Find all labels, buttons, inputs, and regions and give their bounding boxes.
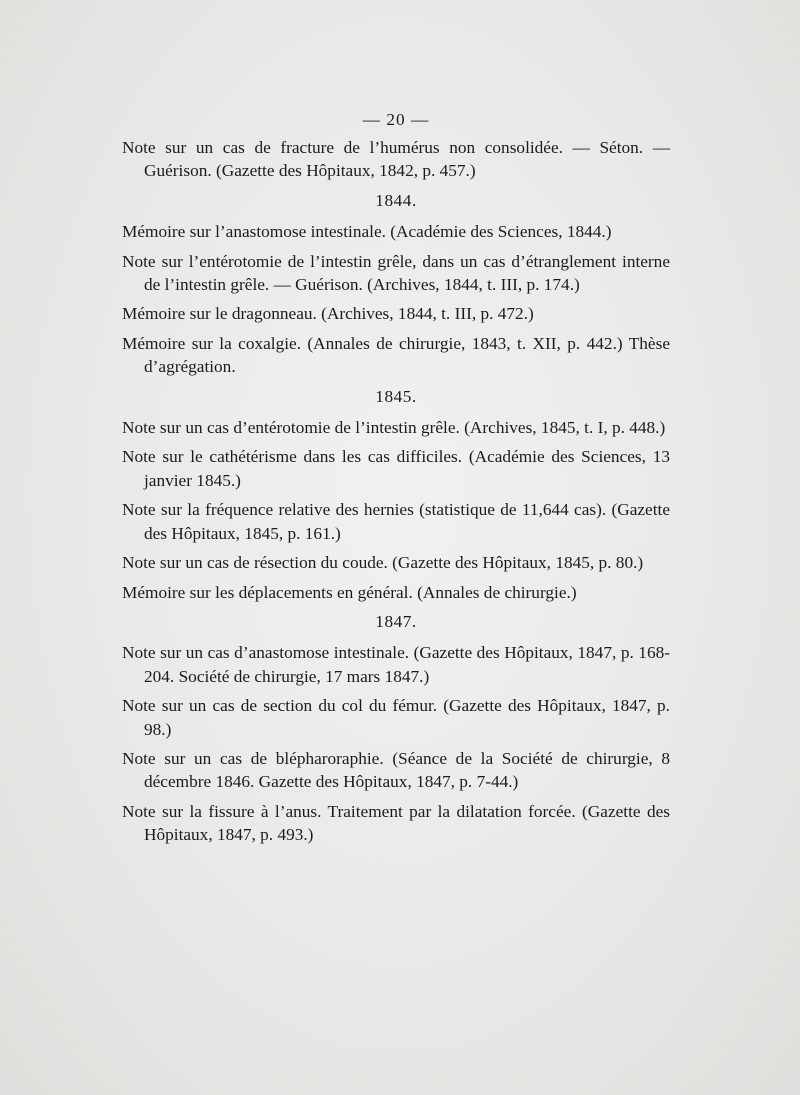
- page-number: — 20 —: [362, 110, 430, 129]
- bibliography-entry: Note sur un cas de section du col du fémur. (Gazette des Hôpitaux, 1847, p. 98.): [122, 696, 670, 739]
- bibliography-entry: Mémoire sur le dragonneau. (Archives, 1844, t. III, p. 472.): [122, 304, 534, 324]
- bibliography-entry: Note sur un cas d’anastomose intestinale. (Gazette des Hôpitaux, 1847, p. 168-204. Société de chirurgie, 17 mars 1847.): [122, 643, 670, 686]
- bibliography-entry: Note sur le cathétérisme dans les cas difficiles. (Académie des Sciences, 13 janvier 1845.): [122, 447, 670, 490]
- year-heading: 1844.: [375, 190, 417, 210]
- bibliography-entry: Note sur un cas de résection du coude. (Gazette des Hôpitaux, 1845, p. 80.): [122, 553, 644, 573]
- year-heading: 1845.: [375, 386, 417, 406]
- bibliography-entry: Mémoire sur la coxalgie. (Annales de chirurgie, 1843, t. XII, p. 442.) Thèse d’agrégation.: [122, 333, 670, 377]
- bibliography-entry: Note sur un cas de blépharoraphie. (Séance de la Société de chirurgie, 8 décembre 1846. Gazette des Hôpitaux, 1847, p. 7-44.): [122, 748, 670, 792]
- bibliography-entry: Note sur la fissure à l’anus. Traitement par la dilatation forcée. (Gazette des Hôpitaux, 1847, p. 493.): [122, 801, 670, 845]
- bibliography-entry: Note sur la fréquence relative des hernies (statistique de 11,644 cas). (Gazette des Hôpitaux, 1845, p. 161.): [122, 500, 670, 543]
- page-content: [122, 104, 670, 853]
- bibliography-entry: Note sur un cas d’entérotomie de l’intestin grêle. (Archives, 1845, t. I, p. 448.): [122, 418, 666, 438]
- year-heading: 1847.: [375, 611, 417, 631]
- bibliography-entry: Mémoire sur les déplacements en général. (Annales de chirurgie.): [122, 582, 577, 602]
- bibliography-entry: Note sur l’entérotomie de l’intestin grêle, dans un cas d’étranglement interne de l’intestin grêle. — Guérison. (Archives, 1844, t. III, p. 174.): [122, 251, 670, 295]
- bibliography-entry: Note sur un cas de fracture de l’humérus non consolidée. — Séton. — Guérison. (Gazette des Hôpitaux, 1842, p. 457.): [122, 138, 670, 181]
- bibliography-entry: Mémoire sur l’anastomose intestinale. (Académie des Sciences, 1844.): [122, 222, 612, 242]
